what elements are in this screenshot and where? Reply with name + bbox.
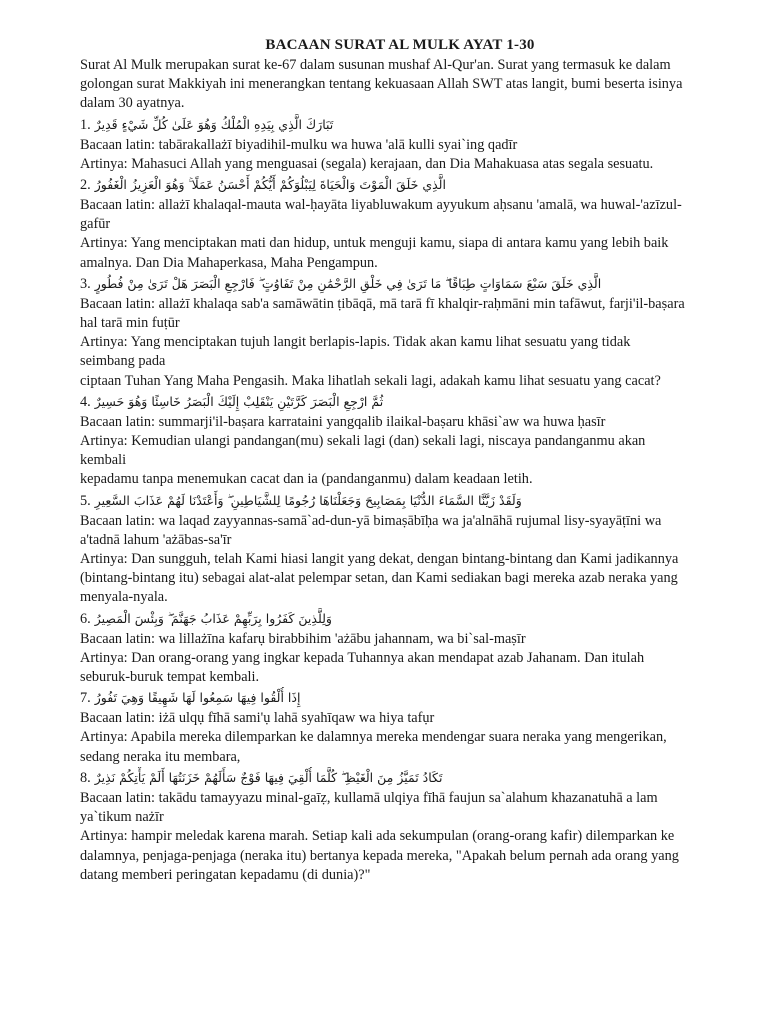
verse-translation-line: sedang neraka itu membara, bbox=[80, 748, 241, 765]
verse-latin-line: ya`tikum nażīr bbox=[80, 809, 164, 826]
verse-number: 5. bbox=[80, 492, 91, 509]
verse-translation-line: Artinya: Apabila mereka dilemparkan ke dalamnya mereka mendengar suara neraka yang mengerikan, bbox=[80, 729, 667, 746]
verse-block bbox=[80, 687, 720, 767]
verse-block bbox=[80, 608, 720, 688]
verse-latin-line: Bacaan latin: allażī khalaqa sab'a samāwātin ṭibāqā, mā tarā fī khalqir-raḥmāni min tafāwut, farji'il-baṣara bbox=[80, 295, 685, 312]
verse-latin-line: Bacaan latin: allażī khalaqal-mauta wal-ḥayāta liyabluwakum ayyukum aḥsanu 'amalā, wa huwal-'azīzul- bbox=[80, 197, 682, 214]
verse-arabic-line bbox=[80, 767, 720, 789]
verse-block bbox=[80, 114, 720, 174]
verse-translation-line: ciptaan Tuhan Yang Maha Pengasih. Maka lihatlah sekali lagi, adakah kamu lihat sesuatu yang cacat? bbox=[80, 372, 661, 389]
verse-number: 4. bbox=[80, 393, 91, 410]
verse-latin-line: Bacaan latin: wa lillażīna kafarụ birabbihim 'ażābu jahannam, wa bi`sal-maṣīr bbox=[80, 630, 526, 647]
verse-number: 6. bbox=[80, 610, 91, 627]
verse-arabic-text: وَلِلَّذِينَ كَفَرُوا بِرَبِّهِمْ عَذَابُ جَهَنَّمَ ۖ وَبِئْسَ الْمَصِيرُ bbox=[94, 610, 332, 626]
page-title: BACAAN SURAT AL MULK AYAT 1-30 bbox=[265, 37, 535, 53]
verse-latin-line: Bacaan latin: wa laqad zayyannas-samā`ad-dun-yā bimaṣābīḥa wa ja'alnāhā rujumal lisy-syayāṭīni wa bbox=[80, 512, 662, 529]
verse-arabic-text: الَّذِي خَلَقَ سَبْعَ سَمَاوَاتٍ طِبَاقًا ۖ مَا تَرَىٰ فِي خَلْقِ الرَّحْمَٰنِ مِنْ تَفَاوُتٍ ۖ فَارْجِعِ الْبَصَرَ هَلْ تَرَىٰ مِنْ فُطُورٍ bbox=[94, 275, 602, 291]
verse-arabic-text: إِذَا أُلْقُوا فِيهَا سَمِعُوا لَهَا شَهِيقًا وَهِيَ تَفُورُ bbox=[94, 690, 301, 706]
verse-arabic-line bbox=[80, 391, 720, 413]
verse-latin-line: Bacaan latin: tabārakallażī biyadihil-mulku wa huwa 'alā kulli syai`ing qadīr bbox=[80, 136, 518, 153]
verse-arabic-text: وَلَقَدْ زَيَّنَّا السَّمَاءَ الدُّنْيَا بِمَصَابِيحَ وَجَعَلْنَاهَا رُجُومًا لِلشَّيَاطِينِ ۖ وَأَعْتَدْنَا لَهُمْ عَذَابَ السَّعِيرِ bbox=[94, 492, 522, 508]
verse-latin-line: Bacaan latin: iżā ulqụ fīhā sami'ụ lahā syahīqaw wa hiya tafụr bbox=[80, 710, 435, 727]
verse-number: 3. bbox=[80, 275, 91, 292]
verse-block bbox=[80, 767, 720, 885]
verse-arabic-text: تَبَارَكَ الَّذِي بِيَدِهِ الْمُلْكُ وَهُوَ عَلَىٰ كُلِّ شَيْءٍ قَدِيرٌ bbox=[94, 116, 334, 132]
verse-arabic-line bbox=[80, 608, 720, 630]
verse-translation-line: menyala-nyala. bbox=[80, 589, 168, 606]
verse-number: 1. bbox=[80, 116, 91, 133]
verse-block bbox=[80, 273, 720, 391]
verse-arabic-text: الَّذِي خَلَقَ الْمَوْتَ وَالْحَيَاةَ لِيَبْلُوَكُمْ أَيُّكُمْ أَحْسَنُ عَمَلًا ۚ وَهُوَ الْعَزِيزُ الْغَفُورُ bbox=[94, 177, 446, 193]
verse-arabic-line bbox=[80, 687, 720, 709]
verse-block bbox=[80, 490, 720, 608]
verse-arabic-text: ثُمَّ ارْجِعِ الْبَصَرَ كَرَّتَيْنِ يَنْقَلِبْ إِلَيْكَ الْبَصَرُ خَاسِئًا وَهُوَ حَسِيرٌ bbox=[94, 393, 384, 409]
verse-translation-line: kembali bbox=[80, 452, 127, 469]
verse-translation-line: kepadamu tanpa menemukan cacat dan ia (pandanganmu) dalam keadaan letih. bbox=[80, 471, 533, 488]
verse-arabic-line bbox=[80, 273, 720, 295]
verse-translation-line: Artinya: Yang menciptakan mati dan hidup, untuk menguji kamu, siapa di antara kamu yang lebih baik bbox=[80, 235, 669, 252]
verse-translation-line: seburuk-buruk tempat kembali. bbox=[80, 669, 260, 686]
intro-line: Surat Al Mulk merupakan surat ke-67 dalam susunan mushaf Al-Qur'an. Surat yang termasuk ke dalam bbox=[80, 57, 671, 73]
verse-number: 7. bbox=[80, 690, 91, 707]
verse-latin-line: hal tarā min fuṭūr bbox=[80, 315, 180, 332]
intro-paragraph bbox=[80, 56, 720, 114]
verse-number: 8. bbox=[80, 769, 91, 786]
verse-translation-line: datang memberi peringatan kepadamu (di dunia)?" bbox=[80, 866, 371, 883]
verse-block bbox=[80, 174, 720, 273]
verse-block bbox=[80, 391, 720, 490]
verse-translation-line: Artinya: Dan orang-orang yang ingkar kepada Tuhannya akan mendapat azab Jahanam. Dan itulah bbox=[80, 649, 645, 666]
verse-translation-line: dalamnya, penjaga-penjaga (neraka itu) bertanya kepada mereka, "Apakah belum pernah ada orang yang bbox=[80, 847, 679, 864]
verse-arabic-text: تَكَادُ تَمَيَّزُ مِنَ الْغَيْظِ ۖ كُلَّمَا أُلْقِيَ فِيهَا فَوْجٌ سَأَلَهُمْ خَزَنَتُهَا أَلَمْ يَأْتِكُمْ نَذِيرٌ bbox=[94, 769, 443, 785]
verse-number: 2. bbox=[80, 177, 91, 194]
verse-arabic-line bbox=[80, 490, 720, 512]
verse-latin-line: Bacaan latin: takādu tamayyazu minal-gaīẓ, kullamā ulqiya fīhā faujun sa`alahum khazanatuhā a lam bbox=[80, 789, 658, 806]
intro-line: dalam 30 ayatnya. bbox=[80, 95, 185, 112]
intro-line: golongan surat Makkiyah ini menerangkan tentang kekuasaan Allah SWT atas langit, bumi beserta isinya bbox=[80, 76, 683, 93]
verse-translation-line: Artinya: Mahasuci Allah yang menguasai (segala) kerajaan, dan Dia Mahakuasa atas segala sesuatu. bbox=[80, 155, 654, 172]
verse-latin-line: Bacaan latin: summarji'il-baṣara karrataini yangqalib ilaikal-baṣaru khāsi`aw wa huwa ḥasīr bbox=[80, 413, 606, 430]
verse-translation-line: seimbang pada bbox=[80, 353, 166, 370]
verse-latin-line: gafūr bbox=[80, 216, 111, 233]
verse-latin-line: a'tadnā lahum 'ażābas-sa'īr bbox=[80, 531, 232, 548]
verse-translation-line: Artinya: Yang menciptakan tujuh langit berlapis-lapis. Tidak akan kamu lihat sesuatu yang tidak bbox=[80, 334, 631, 351]
verse-translation-line: (bintang-bintang itu) sebagai alat-alat pelempar setan, dan Kami sediakan bagi mereka azab neraka yang bbox=[80, 570, 678, 587]
verse-translation-line: Artinya: hampir meledak karena marah. Setiap kali ada sekumpulan (orang-orang kafir) dilemparkan ke bbox=[80, 828, 675, 845]
verse-arabic-line bbox=[80, 114, 720, 136]
verse-arabic-line bbox=[80, 174, 720, 196]
verse-translation-line: Artinya: Kemudian ulangi pandangan(mu) sekali lagi (dan) sekali lagi, niscaya pandanganmu akan bbox=[80, 433, 646, 450]
verse-translation-line: Artinya: Dan sungguh, telah Kami hiasi langit yang dekat, dengan bintang-bintang dan Kami jadikannya bbox=[80, 551, 679, 568]
verse-list bbox=[80, 114, 720, 885]
verse-translation-line: amalnya. Dan Dia Mahaperkasa, Maha Pengampun. bbox=[80, 254, 378, 271]
